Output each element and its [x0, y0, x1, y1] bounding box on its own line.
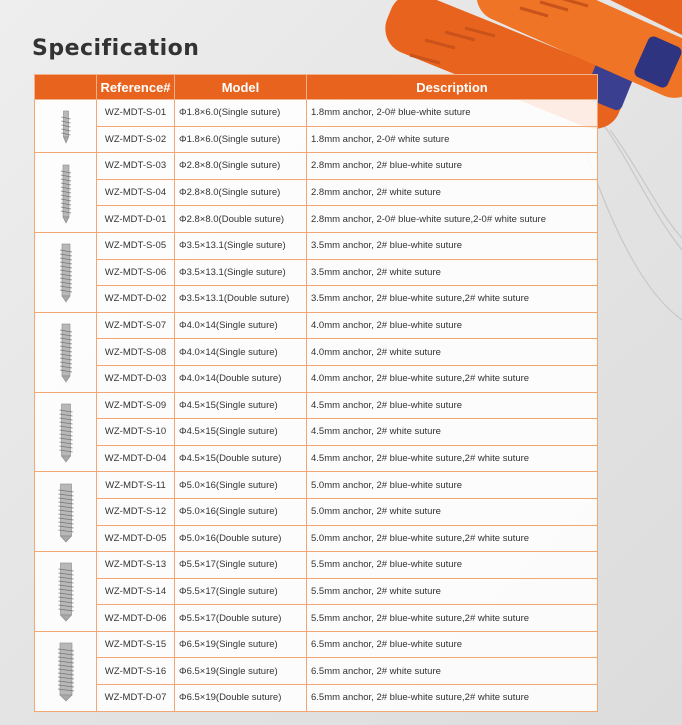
reference-cell: WZ-MDT-D-04: [97, 445, 175, 472]
model-cell: Φ4.5×15(Single suture): [175, 392, 307, 419]
description-cell: 6.5mm anchor, 2# white suture: [307, 658, 598, 685]
description-cell: 2.8mm anchor, 2# blue-white suture: [307, 153, 598, 180]
model-cell: Φ3.5×13.1(Double suture): [175, 286, 307, 313]
model-cell: Φ3.5×13.1(Single suture): [175, 259, 307, 286]
table-row: [35, 206, 598, 233]
model-cell: Φ5.0×16(Single suture): [175, 472, 307, 499]
table-row: [35, 392, 598, 419]
reference-cell: WZ-MDT-S-05: [97, 232, 175, 259]
description-cell: 2.8mm anchor, 2-0# blue-white suture,2-0# white suture: [307, 206, 598, 233]
suture-threads: [585, 120, 682, 320]
table-row: [35, 232, 598, 259]
reference-cell: WZ-MDT-S-09: [97, 392, 175, 419]
description-cell: 3.5mm anchor, 2# blue-white suture: [307, 232, 598, 259]
description-cell: 6.5mm anchor, 2# blue-white suture: [307, 631, 598, 658]
screw-anchor-2-8-icon: [51, 161, 81, 225]
reference-cell: WZ-MDT-S-13: [97, 552, 175, 579]
screw-anchor-5-5-icon: [51, 559, 81, 623]
model-cell: Φ1.8×6.0(Single suture): [175, 126, 307, 153]
reference-cell: WZ-MDT-S-06: [97, 259, 175, 286]
model-cell: Φ4.0×14(Single suture): [175, 312, 307, 339]
model-cell: Φ6.5×19(Single suture): [175, 631, 307, 658]
description-cell: 4.0mm anchor, 2# blue-white suture,2# white suture: [307, 365, 598, 392]
specification-table: [34, 74, 598, 712]
description-cell: 5.0mm anchor, 2# blue-white suture,2# white suture: [307, 525, 598, 552]
table-row: [35, 419, 598, 446]
model-cell: Φ4.5×15(Double suture): [175, 445, 307, 472]
description-cell: 3.5mm anchor, 2# white suture: [307, 259, 598, 286]
table-row: [35, 286, 598, 313]
description-cell: 5.0mm anchor, 2# white suture: [307, 498, 598, 525]
anchor-image-cell: [35, 153, 97, 233]
anchor-image-cell: [35, 312, 97, 392]
table-row: [35, 578, 598, 605]
table-row: [35, 498, 598, 525]
table-row: [35, 153, 598, 180]
header-reference: Reference#: [97, 75, 175, 100]
table-header-row: [35, 75, 598, 100]
reference-cell: WZ-MDT-S-08: [97, 339, 175, 366]
model-cell: Φ4.0×14(Single suture): [175, 339, 307, 366]
table-row: [35, 100, 598, 127]
model-cell: Φ5.0×16(Single suture): [175, 498, 307, 525]
model-cell: Φ5.0×16(Double suture): [175, 525, 307, 552]
reference-cell: WZ-MDT-D-03: [97, 365, 175, 392]
anchor-image-cell: [35, 392, 97, 472]
description-cell: 1.8mm anchor, 2-0# blue-white suture: [307, 100, 598, 127]
model-cell: Φ4.5×15(Single suture): [175, 419, 307, 446]
table-row: [35, 658, 598, 685]
reference-cell: WZ-MDT-S-14: [97, 578, 175, 605]
reference-cell: WZ-MDT-S-03: [97, 153, 175, 180]
reference-cell: WZ-MDT-D-01: [97, 206, 175, 233]
screw-anchor-3-5-icon: [51, 240, 81, 304]
table-row: [35, 339, 598, 366]
table-row: [35, 126, 598, 153]
table-row: [35, 525, 598, 552]
reference-cell: WZ-MDT-S-02: [97, 126, 175, 153]
small-screw-anchor-icon: [51, 107, 81, 145]
model-cell: Φ5.5×17(Double suture): [175, 605, 307, 632]
anchor-image-cell: [35, 631, 97, 711]
description-cell: 6.5mm anchor, 2# blue-white suture,2# white suture: [307, 685, 598, 712]
model-cell: Φ2.8×8.0(Single suture): [175, 179, 307, 206]
description-cell: 1.8mm anchor, 2-0# white suture: [307, 126, 598, 153]
reference-cell: WZ-MDT-D-05: [97, 525, 175, 552]
model-cell: Φ1.8×6.0(Single suture): [175, 100, 307, 127]
description-cell: 5.0mm anchor, 2# blue-white suture: [307, 472, 598, 499]
reference-cell: WZ-MDT-S-07: [97, 312, 175, 339]
model-cell: Φ6.5×19(Double suture): [175, 685, 307, 712]
model-cell: Φ4.0×14(Double suture): [175, 365, 307, 392]
reference-cell: WZ-MDT-S-12: [97, 498, 175, 525]
table-row: [35, 605, 598, 632]
model-cell: Φ2.8×8.0(Single suture): [175, 153, 307, 180]
model-cell: Φ5.5×17(Single suture): [175, 578, 307, 605]
description-cell: 4.5mm anchor, 2# white suture: [307, 419, 598, 446]
description-cell: 5.5mm anchor, 2# blue-white suture: [307, 552, 598, 579]
table-row: [35, 631, 598, 658]
description-cell: 5.5mm anchor, 2# white suture: [307, 578, 598, 605]
table-row: [35, 685, 598, 712]
reference-cell: WZ-MDT-D-07: [97, 685, 175, 712]
model-cell: Φ2.8×8.0(Double suture): [175, 206, 307, 233]
reference-cell: WZ-MDT-S-01: [97, 100, 175, 127]
header-image: [35, 75, 97, 100]
description-cell: 3.5mm anchor, 2# blue-white suture,2# white suture: [307, 286, 598, 313]
reference-cell: WZ-MDT-S-04: [97, 179, 175, 206]
anchor-image-cell: [35, 472, 97, 552]
table-row: [35, 179, 598, 206]
header-description: Description: [307, 75, 598, 100]
model-cell: Φ6.5×19(Single suture): [175, 658, 307, 685]
reference-cell: WZ-MDT-D-06: [97, 605, 175, 632]
description-cell: 4.5mm anchor, 2# blue-white suture,2# white suture: [307, 445, 598, 472]
screw-anchor-6-5-icon: [51, 639, 81, 703]
reference-cell: WZ-MDT-D-02: [97, 286, 175, 313]
reference-cell: WZ-MDT-S-11: [97, 472, 175, 499]
model-cell: Φ5.5×17(Single suture): [175, 552, 307, 579]
screw-anchor-4-5-icon: [51, 400, 81, 464]
screw-anchor-4-0-icon: [51, 320, 81, 384]
page-title: Specification: [32, 36, 200, 61]
table-row: [35, 445, 598, 472]
description-cell: 2.8mm anchor, 2# white suture: [307, 179, 598, 206]
reference-cell: WZ-MDT-S-10: [97, 419, 175, 446]
description-cell: 4.0mm anchor, 2# blue-white suture: [307, 312, 598, 339]
anchor-image-cell: [35, 100, 97, 153]
anchor-image-cell: [35, 552, 97, 632]
table-row: [35, 472, 598, 499]
header-model: Model: [175, 75, 307, 100]
description-cell: 4.0mm anchor, 2# white suture: [307, 339, 598, 366]
table-row: [35, 259, 598, 286]
reference-cell: WZ-MDT-S-15: [97, 631, 175, 658]
description-cell: 5.5mm anchor, 2# blue-white suture,2# white suture: [307, 605, 598, 632]
anchor-image-cell: [35, 232, 97, 312]
screw-anchor-5-0-icon: [51, 480, 81, 544]
description-cell: 4.5mm anchor, 2# blue-white suture: [307, 392, 598, 419]
table-row: [35, 552, 598, 579]
table-row: [35, 365, 598, 392]
reference-cell: WZ-MDT-S-16: [97, 658, 175, 685]
model-cell: Φ3.5×13.1(Single suture): [175, 232, 307, 259]
table-row: [35, 312, 598, 339]
